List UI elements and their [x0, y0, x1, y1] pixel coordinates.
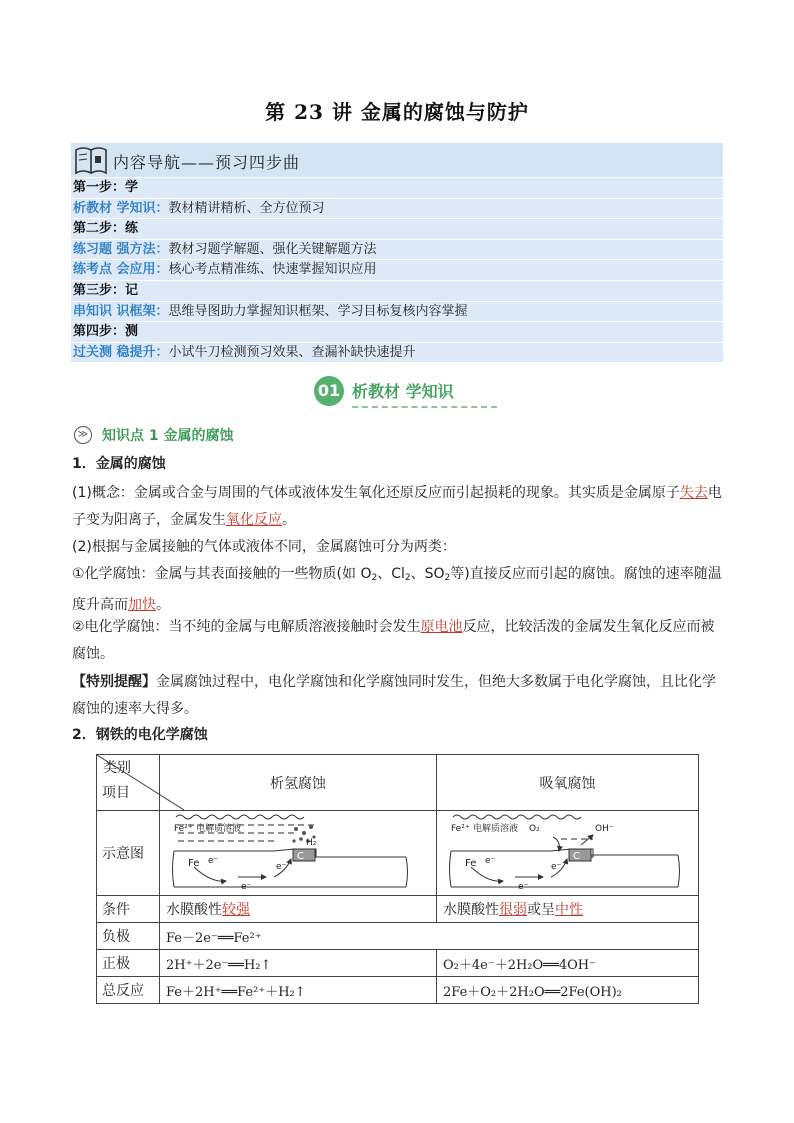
fig2-o2-label: O₂ — [529, 824, 540, 834]
paragraph-concept: (1)概念：金属或合金与周围的气体或液体发生氧化还原反应而引起损耗的现象。其实质是金属原子失去电子变为阳离子，金属发生氧化反应。 — [72, 485, 722, 528]
book-icon — [73, 145, 111, 175]
fig1-electron-label-2: e⁻ — [276, 862, 287, 872]
fig2-fe2-label: Fe²⁺ — [451, 824, 470, 834]
condition-oxygen: 水膜酸性很弱或呈中性 — [437, 896, 699, 923]
page-title: 第 23 讲 金属的腐蚀与防护 — [265, 100, 529, 124]
nav-item-key: 串知识 识框架： — [73, 303, 169, 319]
nav-item-key: 析教材 学知识： — [73, 200, 169, 216]
nav-item-1 — [71, 199, 723, 220]
fig1-carbon-label: C — [297, 851, 304, 862]
table-corner-cell: 类别 项目 — [97, 755, 160, 811]
nav-item-desc: 小试牛刀检测预习效果、查漏补缺快速提升 — [168, 344, 416, 360]
nav-item-desc: 核心考点精准练、快速掌握知识应用 — [168, 262, 377, 278]
section-label: 析教材 学知识 — [352, 382, 454, 401]
paragraph-classification: (2)根据与金属接触的气体或液体不同，金属腐蚀可分为两类： — [72, 539, 456, 555]
corrosion-comparison-table — [96, 754, 699, 1004]
positive-equation-hydrogen: 2H⁺＋2e⁻══H₂↑ — [160, 950, 437, 977]
nav-step-5: 第三步：记 — [71, 281, 723, 302]
heading-metal-corrosion: 1．金属的腐蚀 — [72, 456, 166, 472]
fig2-electron-label-1: e⁻ — [485, 856, 496, 866]
negative-electrode-equation: Fe－2e⁻══Fe²⁺ — [160, 923, 699, 950]
nav-item-3 — [71, 240, 723, 261]
nav-item-desc: 教材精讲精析、全方位预习 — [168, 200, 325, 216]
double-chevron-icon: ≫ — [74, 426, 92, 444]
nav-item-desc: 教材习题学解题、强化关键解题方法 — [168, 241, 377, 257]
fig2-solution-label: 电解质溶液 — [473, 824, 519, 834]
nav-rows — [71, 178, 723, 363]
fig1-electron-label-1: e⁻ — [208, 856, 219, 866]
row-label-negative: 负极 — [97, 923, 160, 950]
section-underline — [352, 406, 497, 408]
nav-item-6 — [71, 302, 723, 323]
hydrogen-evolution-diagram — [160, 811, 437, 896]
nav-item-key: 过关测 稳提升： — [73, 344, 169, 360]
content-navigation — [71, 143, 723, 363]
condition-hydrogen: 水膜酸性较强 — [160, 896, 437, 923]
positive-equation-oxygen: O₂＋4e⁻＋2H₂O══4OH⁻ — [437, 950, 699, 977]
knowledge-point-title: 知识点 1 金属的腐蚀 — [102, 428, 234, 444]
fig1-h2-label: H₂ — [306, 838, 317, 848]
nav-step-2: 第二步：练 — [71, 219, 723, 240]
fig2-electron-label-3: e⁻ — [518, 882, 529, 892]
total-equation-oxygen: 2Fe＋O₂＋2H₂O══2Fe(OH)₂ — [437, 977, 699, 1004]
fig1-fe2-label: Fe²⁺ — [174, 824, 193, 834]
nav-item-key: 练习题 强方法： — [73, 241, 169, 257]
fig1-electron-label-3: e⁻ — [241, 882, 252, 892]
total-equation-hydrogen: Fe＋2H⁺══Fe²⁺＋H₂↑ — [160, 977, 437, 1004]
nav-step-7: 第四步：测 — [71, 322, 723, 343]
nav-step-0: 第一步：学 — [71, 178, 723, 199]
fig2-carbon-label: C — [573, 851, 580, 862]
nav-item-desc: 思维导图助力掌握知识框架、学习目标复核内容掌握 — [168, 303, 468, 319]
row-label-total: 总反应 — [97, 977, 160, 1004]
header-oxygen-absorption: 吸氧腐蚀 — [437, 755, 699, 811]
fig2-electron-label-2: e⁻ — [551, 862, 562, 872]
fig2-fe-label: Fe — [465, 858, 477, 869]
paragraph-chemical-corrosion: ①化学腐蚀：金属与其表面接触的一些物质(如 $O_2$、$Cl_2$、$SO_2$等)直接反应而引起的腐蚀。腐蚀的速率随温度升高而加快。 — [72, 566, 722, 613]
fig1-solution-label: 电解质溶液 — [196, 824, 242, 834]
row-label-diagram: 示意图 — [97, 811, 160, 896]
section-number: 01 — [314, 376, 344, 406]
header-hydrogen-evolution: 析氢腐蚀 — [160, 755, 437, 811]
heading-steel-corrosion: 2．钢铁的电化学腐蚀 — [72, 727, 208, 743]
nav-header — [71, 143, 723, 178]
paragraph-special-note: 【特别提醒】金属腐蚀过程中，电化学腐蚀和化学腐蚀同时发生，但绝大多数属于电化学腐蚀，且比化学腐蚀的速率大得多。 — [72, 674, 716, 717]
nav-heading: 内容导航——预习四步曲 — [113, 153, 301, 172]
fig2-oh-label: OH⁻ — [595, 824, 614, 834]
nav-item-8 — [71, 343, 723, 364]
fig1-fe-label: Fe — [188, 858, 200, 869]
paragraph-electrochemical-corrosion: ②电化学腐蚀：当不纯的金属与电解质溶液接触时会发生原电池反应，比较活泼的金属发生氧化反应而被腐蚀。 — [72, 619, 715, 662]
oxygen-absorption-diagram — [437, 811, 699, 896]
row-label-positive: 正极 — [97, 950, 160, 977]
nav-item-4 — [71, 260, 723, 281]
nav-item-key: 练考点 会应用： — [73, 262, 169, 278]
row-label-condition: 条件 — [97, 896, 160, 923]
